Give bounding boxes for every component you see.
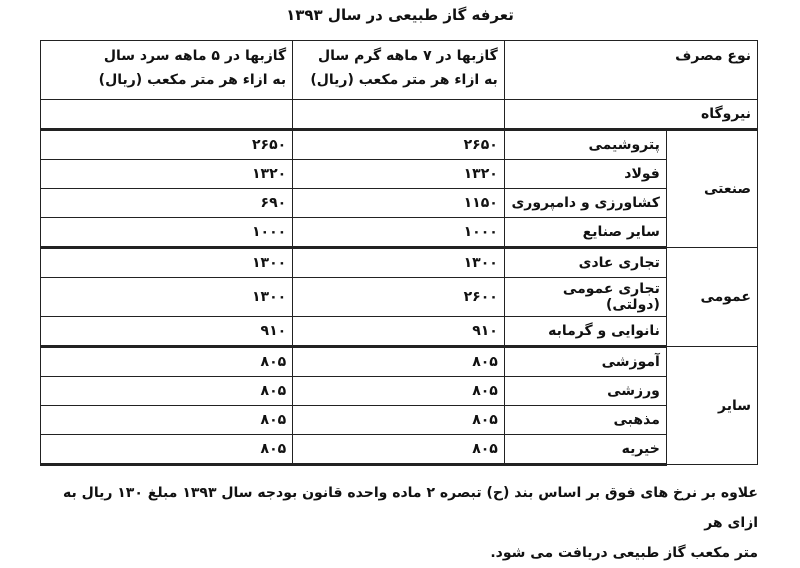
usage-label: نانوایی و گرمابه <box>504 317 666 347</box>
table-row <box>41 130 758 160</box>
usage-label: فولاد <box>504 160 666 189</box>
warm-header-line2: به ازاء هر متر مکعب (ریال) <box>310 72 498 88</box>
cold-season-price: ۲۶۵۰ <box>41 130 293 160</box>
cold-season-header <box>41 41 293 100</box>
usage-label: ورزشی <box>504 377 666 406</box>
cold-season-price: ۹۱۰ <box>41 317 293 347</box>
table-row <box>41 347 758 377</box>
table-title: تعرفه گاز طبیعی در سال ۱۳۹۳ <box>286 6 514 24</box>
cold-header-line2: به ازاء هر متر مکعب (ریال) <box>98 72 287 88</box>
warm-header-line1: گازبها در ۷ ماهه گرم سال <box>318 48 498 64</box>
cold-season-price: ۱۳۲۰ <box>41 160 293 189</box>
warm-season-header <box>293 41 505 100</box>
plant-label: نیروگاه <box>504 100 757 130</box>
table-row <box>41 317 758 347</box>
cold-season-price: ۸۰۵ <box>41 406 293 435</box>
warm-season-price: ۲۶۰۰ <box>293 278 505 317</box>
group-name: صنعتی <box>666 130 757 248</box>
warm-season-price: ۸۰۵ <box>293 377 505 406</box>
warm-season-price: ۸۰۵ <box>293 435 505 465</box>
warm-season-price: ۱۰۰۰ <box>293 218 505 248</box>
plant-row <box>41 100 758 130</box>
plant-warm-value <box>293 100 505 130</box>
warm-season-price: ۸۰۵ <box>293 347 505 377</box>
warm-season-price: ۱۳۲۰ <box>293 160 505 189</box>
usage-label: کشاورزی و دامپروری <box>504 189 666 218</box>
table-row <box>41 377 758 406</box>
usage-label: پتروشیمی <box>504 130 666 160</box>
table-row <box>41 160 758 189</box>
cold-season-price: ۱۳۰۰ <box>41 278 293 317</box>
footnote <box>38 478 758 568</box>
warm-season-price: ۹۱۰ <box>293 317 505 347</box>
warm-season-price: ۸۰۵ <box>293 406 505 435</box>
tariff-table <box>40 40 758 466</box>
usage-label: مذهبی <box>504 406 666 435</box>
footnote-line1: علاوه بر نرخ های فوق بر اساس بند (ح) تبصره ۲ ماده واحده قانون بودجه سال ۱۳۹۳ مبلغ ۱۳۰ ریال به ازای هر <box>63 485 758 531</box>
table-row <box>41 189 758 218</box>
warm-season-price: ۲۶۵۰ <box>293 130 505 160</box>
usage-label: خیریه <box>504 435 666 465</box>
usage-type-header: نوع مصرف <box>504 41 757 100</box>
cold-header-line1: گازبها در ۵ ماهه سرد سال <box>103 48 287 64</box>
cold-season-price: ۱۳۰۰ <box>41 248 293 278</box>
table-row <box>41 218 758 248</box>
cold-season-price: ۸۰۵ <box>41 377 293 406</box>
usage-label: سایر صنایع <box>504 218 666 248</box>
usage-label: تجاری عادی <box>504 248 666 278</box>
group-name: عمومی <box>666 248 757 347</box>
usage-label: آموزشی <box>504 347 666 377</box>
header-row <box>41 41 758 100</box>
group-name: سایر <box>666 347 757 465</box>
plant-cold-value <box>41 100 293 130</box>
footnote-line2: متر مکعب گاز طبیعی دریافت می شود. <box>490 545 758 561</box>
cold-season-price: ۱۰۰۰ <box>41 218 293 248</box>
warm-season-price: ۱۳۰۰ <box>293 248 505 278</box>
warm-season-price: ۱۱۵۰ <box>293 189 505 218</box>
cold-season-price: ۶۹۰ <box>41 189 293 218</box>
cold-season-price: ۸۰۵ <box>41 435 293 465</box>
cold-season-price: ۸۰۵ <box>41 347 293 377</box>
table-row <box>41 406 758 435</box>
usage-label: تجاری عمومی (دولتی) <box>504 278 666 317</box>
table-row <box>41 248 758 278</box>
table-row <box>41 435 758 465</box>
table-row <box>41 278 758 317</box>
groups-body <box>41 130 758 465</box>
